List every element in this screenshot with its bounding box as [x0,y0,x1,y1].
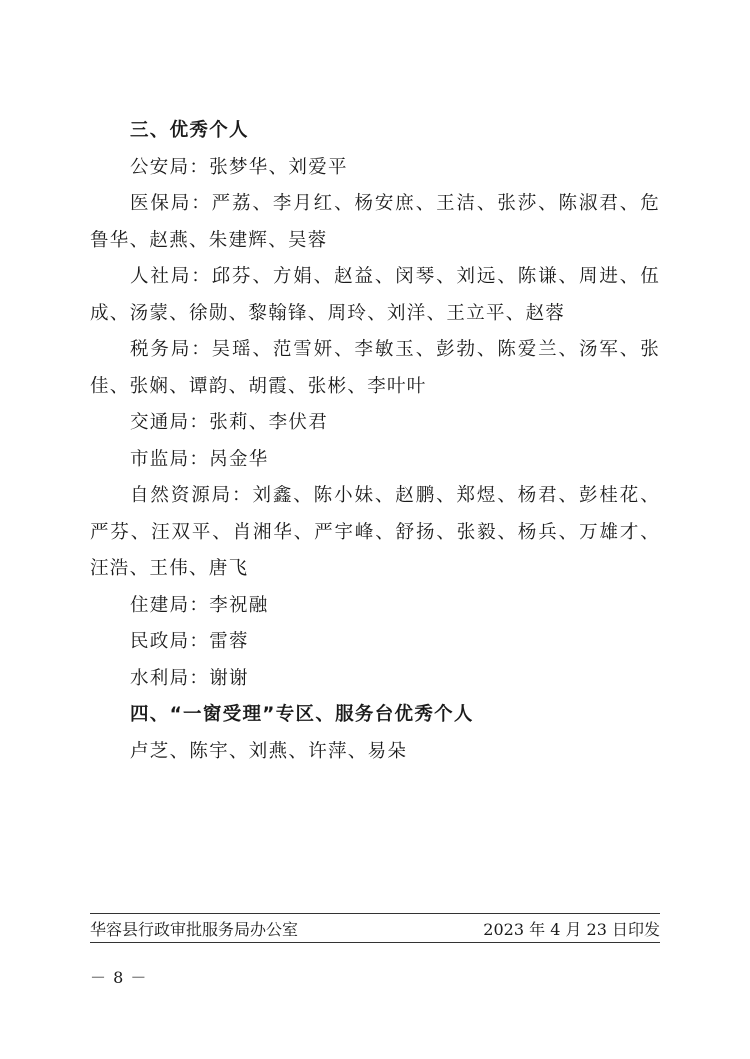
award-entry-human-resources: 人社局：邱芬、方娟、赵益、闵琴、刘远、陈谦、周进、伍成、汤蒙、徐勋、黎翰锋、周玲、刘洋、王立平、赵蓉 [90,266,660,324]
award-entry-transportation: 交通局：张莉、李伏君 [130,412,329,433]
issue-date: 2023 年 4 月 23 日印发 [483,919,660,939]
award-entry-housing-construction: 住建局：李祝融 [130,594,269,616]
section-4-heading: 四、“一窗受理”专区、服务台优秀个人 [130,704,474,725]
award-entry-taxation: 税务局：吴瑶、范雪妍、李敏玉、彭勃、陈爱兰、汤军、张佳、张娴、谭韵、胡霞、张彬、李叶叶 [90,339,660,397]
award-entry-public-security: 公安局：张梦华、刘爱平 [130,156,348,178]
page-number: － 8 － [90,968,148,987]
award-entry-market-supervision: 市监局：呙金华 [130,448,269,470]
award-entry-water-resources: 水利局：谢谢 [130,667,249,689]
award-entry-natural-resources: 自然资源局：刘鑫、陈小妹、赵鹏、郑煜、杨君、彭桂花、严芬、汪双平、肖湘华、严宇峰、舒扬、张毅、杨兵、万雄才、汪浩、王伟、唐飞 [90,485,660,579]
footer-top-rule [90,913,660,914]
section-4-names: 卢芝、陈宇、刘燕、许萍、易朵 [130,740,408,762]
issuer-name: 华容县行政审批服务局办公室 [90,919,299,939]
award-entry-medical-insurance: 医保局：严荔、李月红、杨安庶、王洁、张莎、陈淑君、危鲁华、赵燕、朱建辉、吴蓉 [90,193,660,251]
footer-bottom-rule [90,942,660,943]
award-entry-civil-affairs: 民政局：雷蓉 [130,631,249,652]
issuance-footer [90,915,660,941]
document-body [90,113,660,770]
section-3-heading: 三、优秀个人 [130,120,249,141]
